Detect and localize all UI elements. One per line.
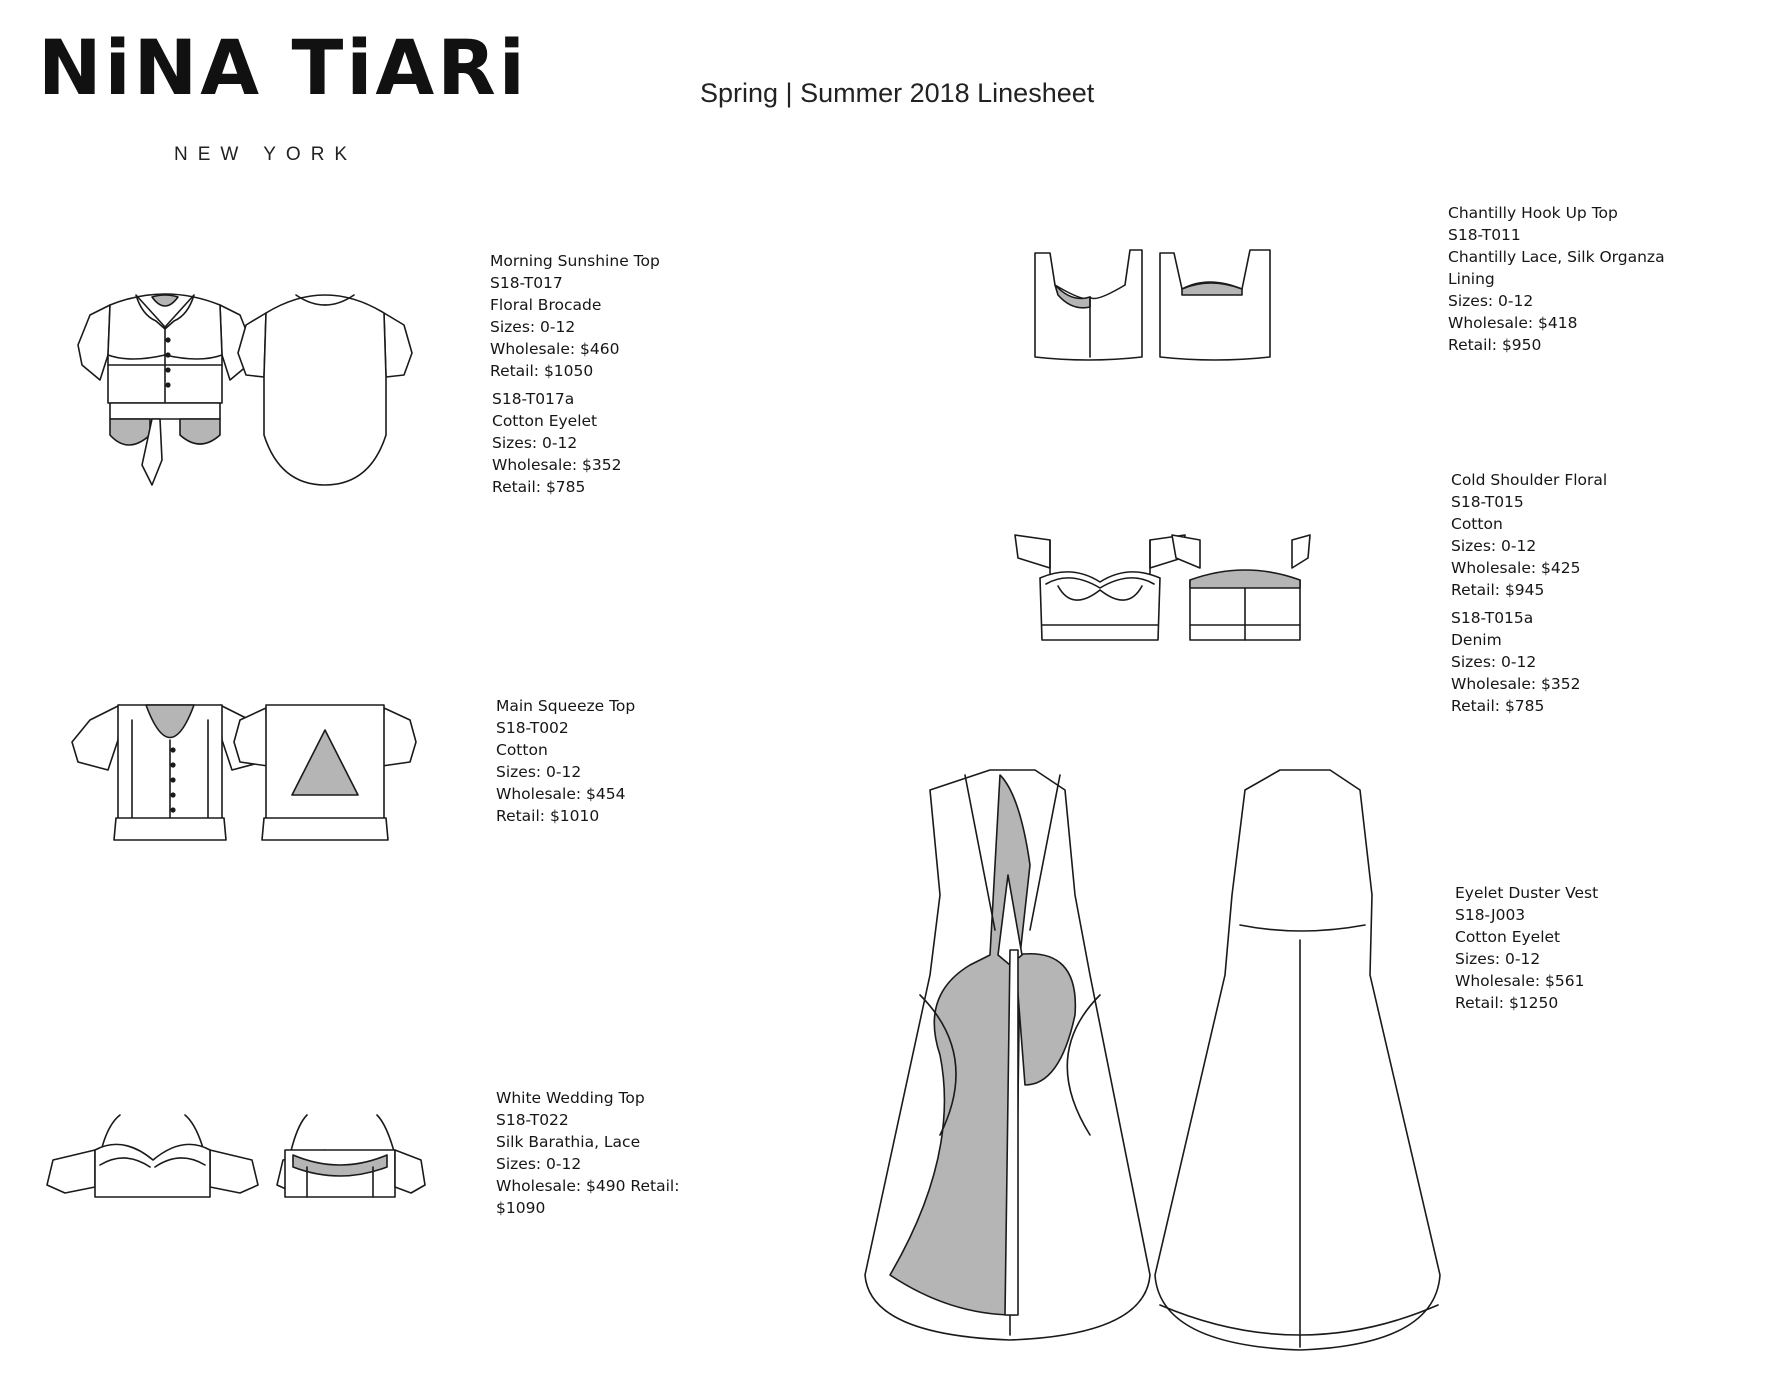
product-main-squeeze-top <box>496 695 635 827</box>
product-style: S18-T015 <box>1451 493 1524 511</box>
brand-location: NEW YORK <box>174 144 358 165</box>
product-retail: Retail: $1050 <box>490 362 594 380</box>
product-style: S18-T002 <box>496 719 569 737</box>
variant-style: S18-T015a <box>1451 609 1534 627</box>
product-name: White Wedding Top <box>496 1089 645 1107</box>
white-wedding-top-sketch <box>45 1105 425 1215</box>
product-fabric-2: Lining <box>1448 270 1495 288</box>
variant-sizes: Sizes: 0-12 <box>1451 653 1537 671</box>
product-style: S18-T017 <box>490 274 563 292</box>
product-fabric: Cotton <box>1451 515 1503 533</box>
product-wholesale: Wholesale: $454 <box>496 785 626 803</box>
product-style: S18-J003 <box>1455 906 1526 924</box>
variant-wholesale: Wholesale: $352 <box>1451 675 1581 693</box>
product-wholesale: Wholesale: $460 <box>490 340 620 358</box>
product-sizes: Sizes: 0-12 <box>496 1155 582 1173</box>
product-retail: Retail: $1010 <box>496 807 600 825</box>
product-sizes: Sizes: 0-12 <box>496 763 582 781</box>
product-white-wedding-top <box>496 1087 679 1219</box>
product-retail: Retail: $950 <box>1448 336 1542 354</box>
cold-shoulder-floral-sketch <box>1010 530 1310 645</box>
product-name: Chantilly Hook Up Top <box>1448 204 1618 222</box>
variant-fabric: Cotton Eyelet <box>492 412 598 430</box>
variant-fabric: Denim <box>1451 631 1502 649</box>
product-fabric: Floral Brocade <box>490 296 602 314</box>
brand-logo <box>38 23 528 166</box>
main-squeeze-top-sketch <box>70 700 400 855</box>
product-fabric: Cotton <box>496 741 548 759</box>
product-wholesale: Wholesale: $561 <box>1455 972 1585 990</box>
morning-sunshine-top-sketch <box>70 285 400 495</box>
product-name: Eyelet Duster Vest <box>1455 884 1599 902</box>
product-sizes: Sizes: 0-12 <box>1451 537 1537 555</box>
page-title: Spring | Summer 2018 Linesheet <box>700 78 1095 108</box>
chantilly-hook-up-top-sketch <box>1030 245 1280 365</box>
product-sizes: Sizes: 0-12 <box>490 318 576 336</box>
product-fabric: Chantilly Lace, Silk Organza <box>1448 248 1665 266</box>
product-wholesale: Wholesale: $425 <box>1451 559 1581 577</box>
product-name: Morning Sunshine Top <box>490 252 660 270</box>
product-retail: Retail: $945 <box>1451 581 1545 599</box>
product-sizes: Sizes: 0-12 <box>1455 950 1541 968</box>
variant-retail: Retail: $785 <box>492 478 586 496</box>
eyelet-duster-vest-sketch <box>860 755 1450 1375</box>
product-name: Main Squeeze Top <box>496 697 636 715</box>
product-retail: $1090 <box>496 1199 546 1217</box>
product-fabric: Silk Barathia, Lace <box>496 1133 641 1151</box>
product-wholesale: Wholesale: $418 <box>1448 314 1578 332</box>
product-name: Cold Shoulder Floral <box>1451 471 1608 489</box>
product-morning-sunshine-top <box>490 250 660 498</box>
product-cold-shoulder-floral <box>1451 469 1607 717</box>
product-retail: Retail: $1250 <box>1455 994 1559 1012</box>
product-sizes: Sizes: 0-12 <box>1448 292 1534 310</box>
variant-style: S18-T017a <box>492 390 575 408</box>
variant-sizes: Sizes: 0-12 <box>492 434 578 452</box>
variant-retail: Retail: $785 <box>1451 697 1545 715</box>
product-fabric: Cotton Eyelet <box>1455 928 1561 946</box>
product-chantilly-hook-up-top <box>1448 202 1665 356</box>
brand-name: NiNA TiARi <box>38 23 528 112</box>
product-style: S18-T011 <box>1448 226 1521 244</box>
product-wholesale: Wholesale: $490 Retail: <box>496 1177 680 1195</box>
product-eyelet-duster-vest <box>1455 882 1598 1014</box>
variant-wholesale: Wholesale: $352 <box>492 456 622 474</box>
product-style: S18-T022 <box>496 1111 569 1129</box>
